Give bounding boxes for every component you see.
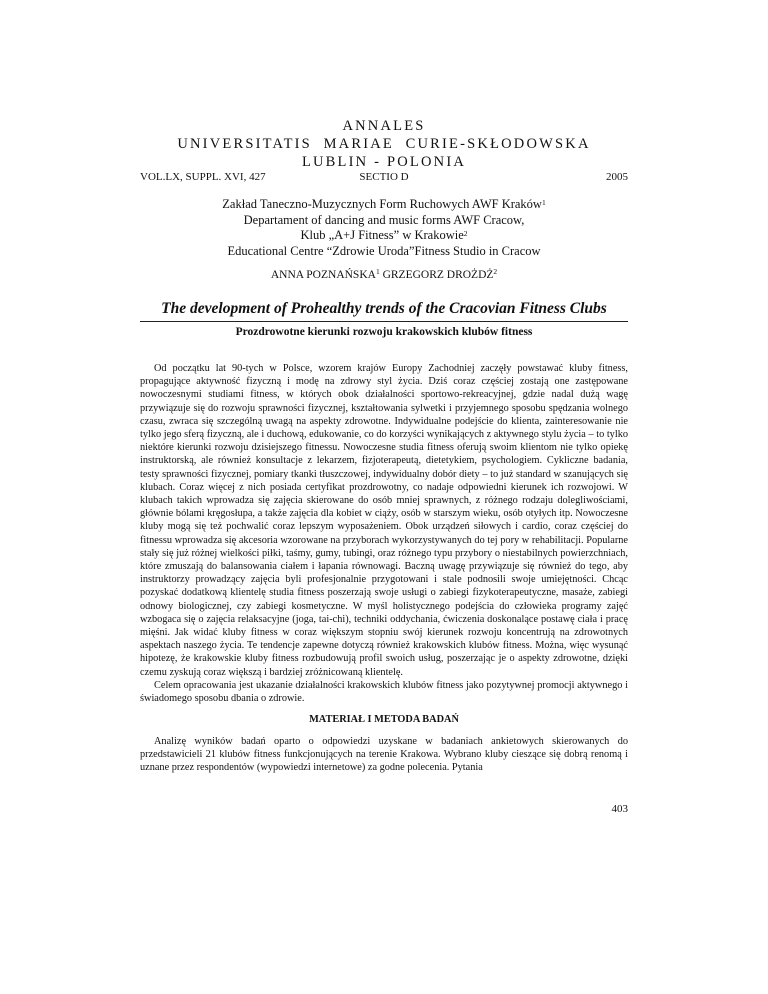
article-subtitle: Prozdrowotne kierunki rozwoju krakowskich klubów fitness — [235, 326, 533, 338]
body-paragraph-2: Celem opracowania jest ukazanie działalności krakowskich klubów fitness jako pozytywnej promocji aktywnego i świadomego sposobu dbania o zdrowie. — [140, 679, 628, 705]
affiliation-line1: Zakład Taneczno-Muzycznych Form Ruchowych AWF Kraków$^1$ — [222, 197, 546, 211]
affiliation-line3: Klub „A+J Fitness” w Krakowie$^2$ — [300, 228, 468, 242]
body-paragraph-1: Od początku lat 90-tych w Polsce, wzorem krajów Europy Zachodniej zaczęły powstawać kluby fitness, propagujące aktywność fizyczną i modę na zdrowy styl życia. Dziś coraz częściej zostają one zastępowane nowoczesnymi studiami fitness, w których obok działalności sportowo-rekreacyjnej, gdzie nadal dużą wagę przywiązuje się do rozwoju sprawności fizycznej, kształtowania sylwetki i przyjemnego sposobu spędzania wolnego czasu, zwraca się szczególną uwagą na aspekty zdrowotne. Indywidualne podejście do klienta, zainteresowanie nie tylko jego sferą fizyczną, ale i duchową, edukowanie, co do korzyści wynikających z aktywnego stylu życia – to tylko niektóre kierunki rozwoju dzisiejszego fitnessu. Nowoczesne studia fitness oferują swoim klientom nie tylko opiekę instruktorską, ale również konsultacje z lekarzem, fizjoterapeutą, dietetykiem, psychologiem. Cykliczne badania, testy sprawności fizycznej, pomiary tkanki tłuszczowej, indywidualny dobór diety – to już standard w szanujących się klubach. Coraz więcej z nich posiada certyfikat prozdrowotny, co nadaje odpowiedni kierunek ich rozwojowi. W klubach takich wprowadza się zajęcia skierowane do osób mniej sprawnych, z różnego rodzaju dolegliwościami, głównie bólami kręgosłupa, a także zajęcia dla kobiet w ciąży, osób w starszym wieku, osób otyłych itp. Nowoczesne kluby mogą się też pochwalić coraz lepszym wyposażeniem. Obok urządzeń siłowych i cardio, coraz częściej do fitnessu wprowadza się akcesoria wzorowane na przyborach wykorzystywanych do tej pory w rehabilitacji. Popularne stały się już różnej wielkości piłki, taśmy, gumy, tubingi, oraz różnego typu przybory o niestabilnych powierzchniach, które zmuszają do balansowania ciałem i łapania równowagi. Baczną uwagę przywiązuje się również do tego, aby instruktorzy prowadzący zajęcia byli profesjonalnie przygotowani i stale podnosili swoje umiejętności. Chcąc pozyskać dodatkową klientelę studia fitness poszerzają swoje usługi o zabiegi fizykoterapeutyczne, masaże, zabiegi odnowy biologicznej, czy zabiegi kosmetyczne. W myśl holistycznego podejścia do człowieka programy zajęć wzbogaca się o zajęcia relaksacyjne (joga, tai-chi), techniki oddychania, ćwiczenia doskonalące postawę ciała i pracę mięśni. Jak widać kluby fitness w coraz większym stopniu swój kierunek rozwoju koncentrują na zdrowotnych aspektach naszego życia. Te tendencje zapewne dotyczą również krakowskich klubów fitness. Można, więc wysunąć hipotezę, że krakowskie kluby fitness rozbudowują profil swoich usług, poszerzając je o aspekty zdrowotne, dzięki czemu zyskują coraz większą i bardziej zróżnicowaną klientelę. — [140, 363, 628, 678]
journal-title-line1: ANNALES — [342, 118, 426, 134]
volume-info: VOL.LX, SUPPL. XVI, 427 — [140, 171, 266, 183]
body-text — [140, 362, 628, 705]
affiliation-line2: Departament of dancing and music forms AWF Cracow, — [243, 212, 525, 227]
title-underline — [140, 321, 628, 322]
journal-title-line2: UNIVERSITATIS MARIAE CURIE-SKŁODOWSKA — [177, 136, 591, 152]
affiliations — [140, 197, 628, 259]
journal-title — [140, 117, 628, 171]
author-1: ANNA POZNAŃSKA — [270, 269, 376, 281]
authors — [140, 269, 628, 281]
volume-row — [140, 171, 628, 185]
author-1-sup: 1 — [375, 267, 380, 276]
affiliation-line4: Educational Centre “Zdrowie Uroda”Fitness Studio in Cracow — [227, 243, 541, 258]
author-2: GRZEGORZ DROŻDŻ — [382, 269, 494, 281]
author-2-sup: 2 — [493, 267, 498, 276]
journal-title-line3: LUBLIN - POLONIA — [301, 154, 467, 170]
article-title: The development of Prohealthy trends of the Cracovian Fitness Clubs — [161, 300, 607, 317]
methods-paragraph-1: Analizę wyników badań oparto o odpowiedzi uzyskane w badaniach ankietowych skierowanych do przedstawicieli 21 klubów fitness funkcjonujących na terenie Krakowa. Wybrano kluby cieszące się dobrą renomą i uznane przez respondentów (wypowiedzi internetowe) za godne polecenia. Pytania — [140, 736, 628, 774]
year-info: 2005 — [606, 171, 628, 183]
page-number: 403 — [611, 803, 628, 815]
methods-text — [140, 735, 628, 775]
section-heading: MATERIAŁ I METODA BADAŃ — [309, 714, 459, 725]
section-info: SECTIO D — [359, 171, 409, 183]
